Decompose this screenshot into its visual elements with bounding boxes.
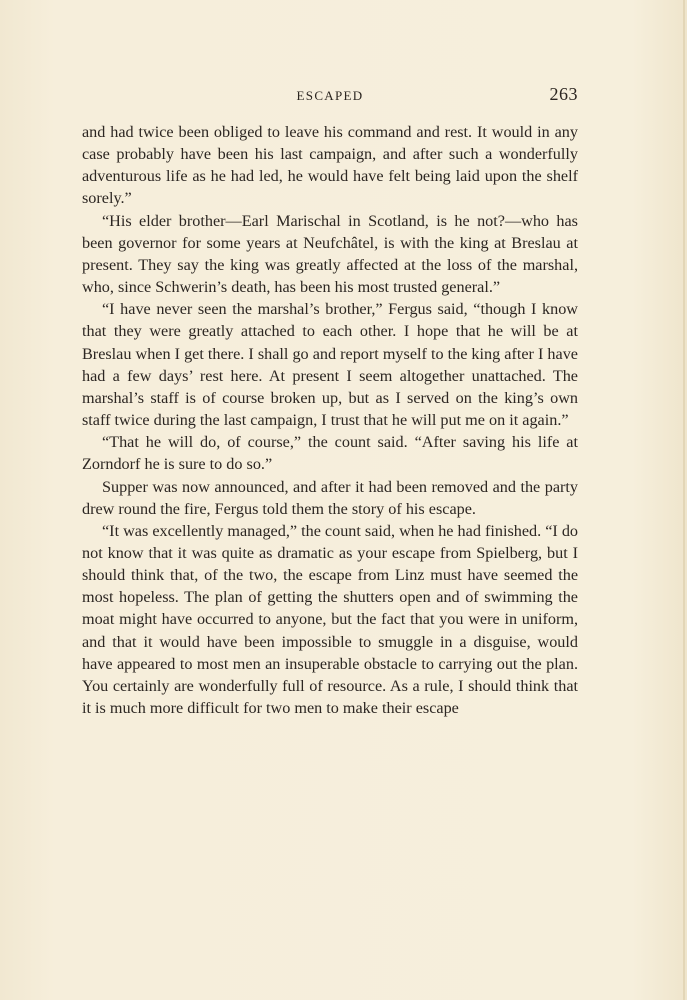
paragraph: “I have never seen the marshal’s brother,” Fergus said, “though I know that they were greatly attached to each other. I hope that he will be at Breslau when I get there. I shall go and report myself to the king after I have had a few days’ rest here. At present I seem altogether unattached. The marshal’s staff is of course broken up, but as I served on the king’s own staff twice during the last campaign, I trust that he will put me on it again.” [82,300,578,430]
paragraph: Supper was now announced, and after it had been removed and the party drew round the fire, Fergus told them the story of his escape. [82,477,578,518]
paragraph: and had twice been obliged to leave his command and rest. It would in any case probably have been his last campaign, and after such a wonderfully adventurous life as he had led, he would have felt being laid upon the shelf sorely.” [82,123,578,208]
paragraph: “It was excellently managed,” the count said, when he had finished. “I do not know that it was quite as dramatic as your escape from Spielberg, but I should think that, of the two, the escape from Linz must have seemed the most hopeless. The plan of getting the shutters open and of swimming the moat might have occurred to anyone, but the fact that you were in uniform, and that it would have been impossible to smuggle in a disguise, would have appeared to most men an insuperable obstacle to carrying out the plan. You certainly are wonderfully full of resource. As a rule, I should think that it is much more difficult for two men to make their escape [82,521,579,718]
paragraph: “His elder brother—Earl Marischal in Scotland, is he not?—who has been governor for some years at Neufchâtel, is with the king at Breslau at present. They say the king was greatly affected at the loss of the marshal, who, since Schwerin’s death, has been his most trusted general.” [82,211,578,297]
page-number: 263 [549,84,578,104]
page-header [82,86,578,110]
running-head: ESCAPED [296,88,364,103]
paragraph: “That he will do, of course,” the count said. “After saving his life at Zorndorf he is sure to do so.” [82,433,578,474]
page-edge [683,0,685,1000]
body-text [82,121,578,719]
